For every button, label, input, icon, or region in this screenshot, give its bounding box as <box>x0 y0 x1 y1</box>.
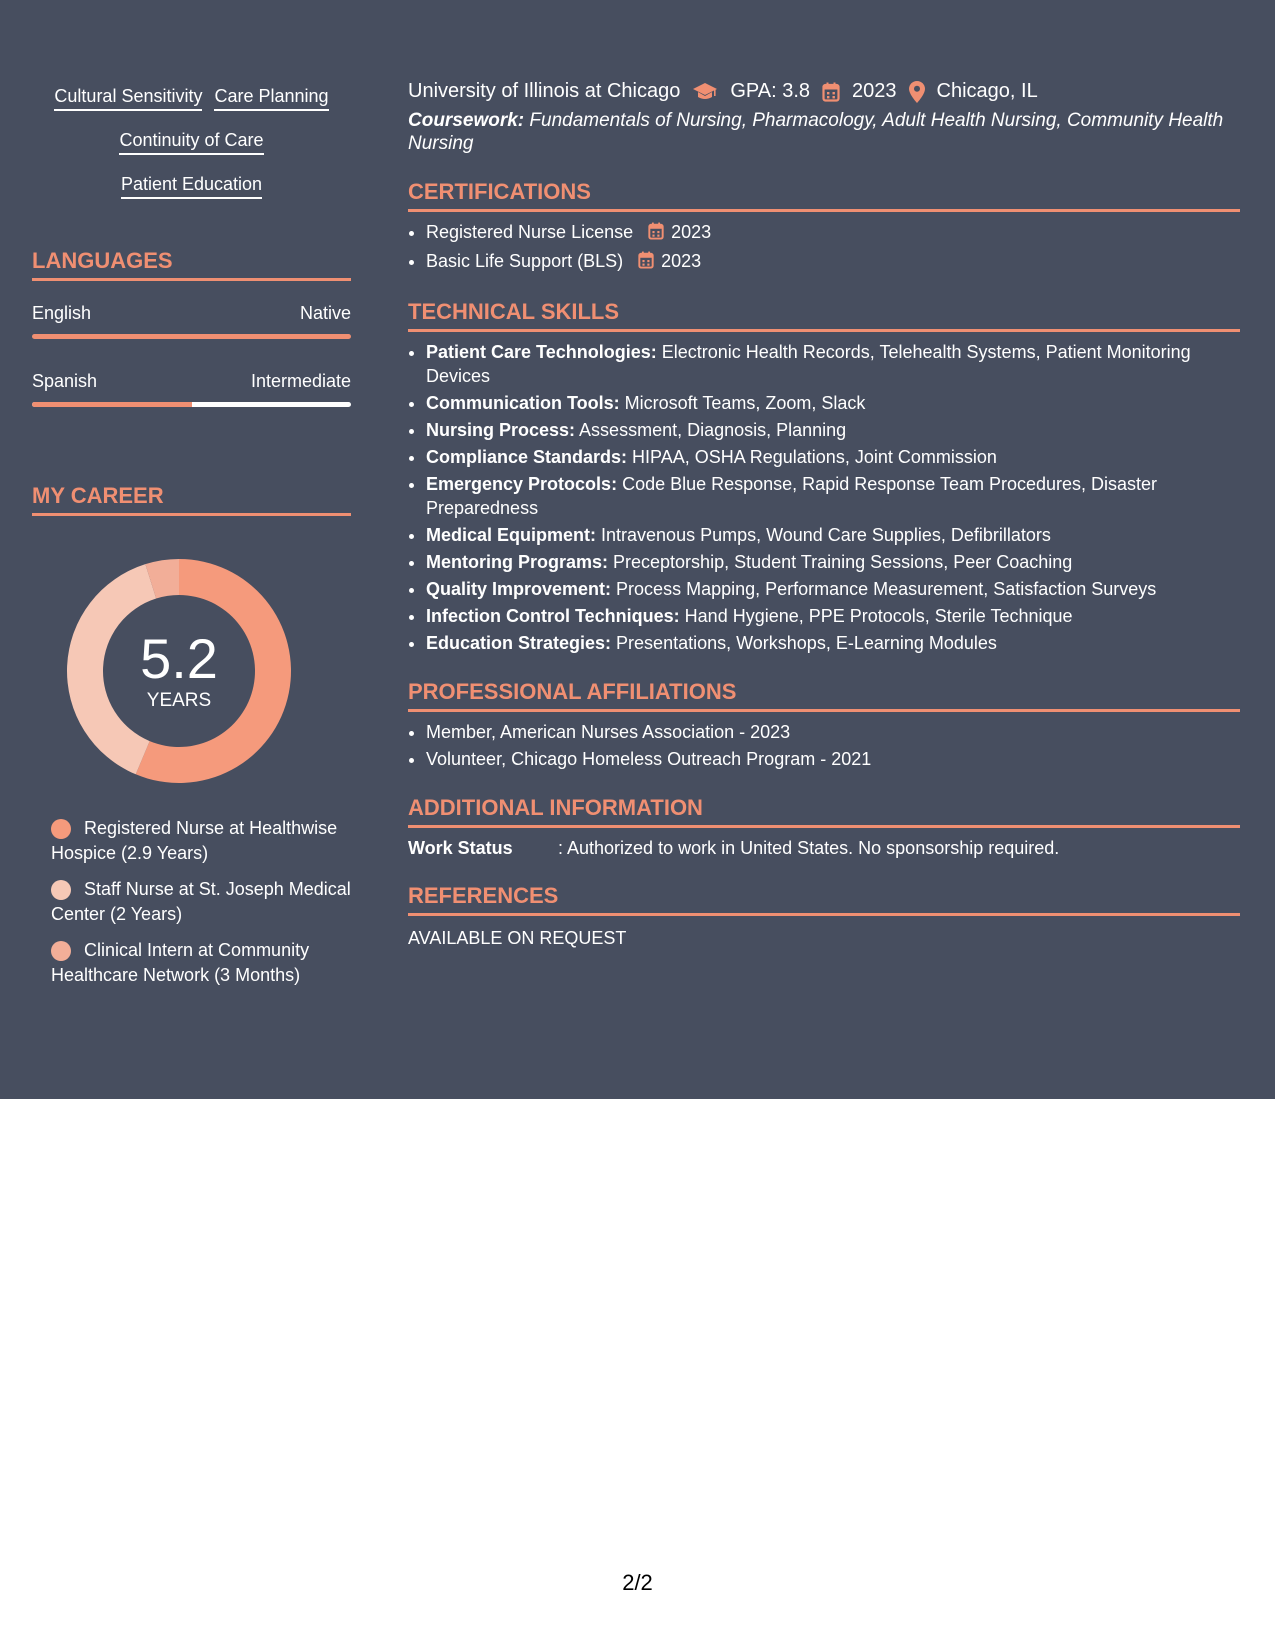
language-name: Spanish <box>32 371 98 391</box>
skill-label: Infection Control Techniques: <box>426 606 680 626</box>
list-item: • Volunteer, Chicago Homeless Outreach Program - 2021 <box>426 747 1240 771</box>
list-item <box>426 340 1240 388</box>
skill-label: Emergency Protocols: <box>426 474 618 494</box>
references-section <box>408 883 1240 949</box>
language-bar-fill <box>32 402 192 407</box>
language-level: Intermediate <box>250 371 351 391</box>
graduation-cap-icon <box>692 82 718 102</box>
references-text: AVAILABLE ON REQUEST <box>408 928 627 948</box>
language-bar <box>32 402 351 407</box>
legend-item <box>51 816 351 866</box>
skill-text: Presentations, Workshops, E-Learning Modules <box>611 633 997 653</box>
section-title: MY CAREER <box>32 483 351 516</box>
technical-skills-list <box>408 340 1240 655</box>
legend-dot <box>51 880 71 900</box>
list-item <box>426 577 1240 601</box>
list-item <box>426 631 1240 655</box>
legend-dot <box>51 941 71 961</box>
section-title: REFERENCES <box>408 883 1240 916</box>
section-title: CERTIFICATIONS <box>408 179 1240 212</box>
map-pin-icon <box>909 81 925 103</box>
skill-text: Assessment, Diagnosis, Planning <box>575 420 847 440</box>
coursework-label: Coursework: <box>408 110 525 131</box>
section-title: PROFESSIONAL AFFILIATIONS <box>408 679 1240 712</box>
language-bar-fill <box>32 334 351 339</box>
skill-tag: Cultural Sensitivity <box>54 86 202 111</box>
skill-text: Process Mapping, Performance Measurement, Satisfaction Surveys <box>611 579 1157 599</box>
section-title: TECHNICAL SKILLS <box>408 299 1240 332</box>
legend-label: Staff Nurse at St. Joseph Medical Center (2 Years) <box>51 879 351 924</box>
legend-item <box>51 877 351 927</box>
skill-label: Nursing Process: <box>426 420 576 440</box>
calendar-icon <box>638 251 654 275</box>
skill-label: Medical Equipment: <box>426 525 597 545</box>
affiliations-list <box>408 720 1240 771</box>
section-title: ADDITIONAL INFORMATION <box>408 795 1240 828</box>
gpa: GPA: 3.8 <box>730 80 811 102</box>
legend-label: Clinical Intern at Community Healthcare Network (3 Months) <box>51 940 310 985</box>
language-bar <box>32 334 351 339</box>
certifications-section <box>408 179 1240 275</box>
language-level: Native <box>299 303 351 323</box>
skill-label: Compliance Standards: <box>426 447 628 467</box>
language-row <box>32 371 351 392</box>
career-total-years: 5.2 <box>140 627 218 690</box>
career-section <box>32 483 351 988</box>
skill-text: HIPAA, OSHA Regulations, Joint Commission <box>627 447 997 467</box>
certification-year: 2023 <box>671 222 712 242</box>
legend-label: Registered Nurse at Healthwise Hospice (2.9 Years) <box>51 818 338 863</box>
work-status-row <box>408 838 1240 859</box>
education-line <box>408 80 1240 103</box>
legend-item <box>51 938 351 988</box>
skill-text: Hand Hygiene, PPE Protocols, Sterile Technique <box>679 606 1073 626</box>
page-number: 2/2 <box>622 1570 653 1595</box>
list-item <box>426 604 1240 628</box>
skill-label: Quality Improvement: <box>426 579 612 599</box>
affiliations-section <box>408 679 1240 771</box>
skill-tag: Care Planning <box>214 86 328 111</box>
skill-label: Mentoring Programs: <box>426 552 609 572</box>
career-years-unit: YEARS <box>146 690 212 711</box>
left-column <box>32 80 351 999</box>
list-item <box>426 445 1240 469</box>
right-column <box>408 80 1240 949</box>
coursework-text: Fundamentals of Nursing, Pharmacology, Adult Health Nursing, Community Health Nursing <box>408 110 1224 154</box>
school-name: University of Illinois at Chicago <box>408 80 681 102</box>
list-item: • Member, American Nurses Association - 2023 <box>426 720 1240 744</box>
skill-tags <box>32 80 351 212</box>
list-item <box>426 418 1240 442</box>
career-donut-chart <box>64 556 294 786</box>
skill-label: Patient Care Technologies: <box>426 342 657 362</box>
skill-tag: Continuity of Care <box>119 130 263 155</box>
school-location: Chicago, IL <box>936 80 1038 102</box>
languages-section <box>32 248 351 407</box>
skill-text: Code Blue Response, Rapid Response Team Procedures, Disaster Preparedness <box>426 474 1158 518</box>
skill-tag: Patient Education <box>121 174 262 199</box>
language-row <box>32 303 351 324</box>
language-name: English <box>32 303 92 323</box>
additional-info-section <box>408 795 1240 859</box>
donut-center <box>64 556 294 786</box>
career-legend <box>32 816 351 988</box>
skill-text: Microsoft Teams, Zoom, Slack <box>619 393 866 413</box>
skill-text: Intravenous Pumps, Wound Care Supplies, Defibrillators <box>596 525 1051 545</box>
calendar-icon <box>822 82 840 102</box>
work-status-label: Work Status <box>408 838 513 858</box>
section-title: LANGUAGES <box>32 248 351 281</box>
list-item <box>426 249 1240 275</box>
graduation-year: 2023 <box>852 80 897 102</box>
list-item <box>426 391 1240 415</box>
calendar-icon <box>648 222 664 246</box>
coursework <box>408 109 1240 155</box>
skill-label: Education Strategies: <box>426 633 612 653</box>
certification-year: 2023 <box>661 251 702 271</box>
certifications-list <box>408 220 1240 275</box>
skill-label: Communication Tools: <box>426 393 620 413</box>
work-status-value: : Authorized to work in United States. No sponsorship required. <box>558 838 1060 858</box>
legend-dot <box>51 819 71 839</box>
technical-skills-section <box>408 299 1240 655</box>
certification-name: Basic Life Support (BLS) <box>426 251 624 271</box>
skill-text: Preceptorship, Student Training Sessions, Peer Coaching <box>608 552 1073 572</box>
list-item <box>426 523 1240 547</box>
skill-text: Electronic Health Records, Telehealth Systems, Patient Monitoring Devices <box>426 342 1191 386</box>
list-item <box>426 220 1240 246</box>
certification-name: Registered Nurse License <box>426 222 634 242</box>
list-item <box>426 472 1240 520</box>
list-item <box>426 550 1240 574</box>
